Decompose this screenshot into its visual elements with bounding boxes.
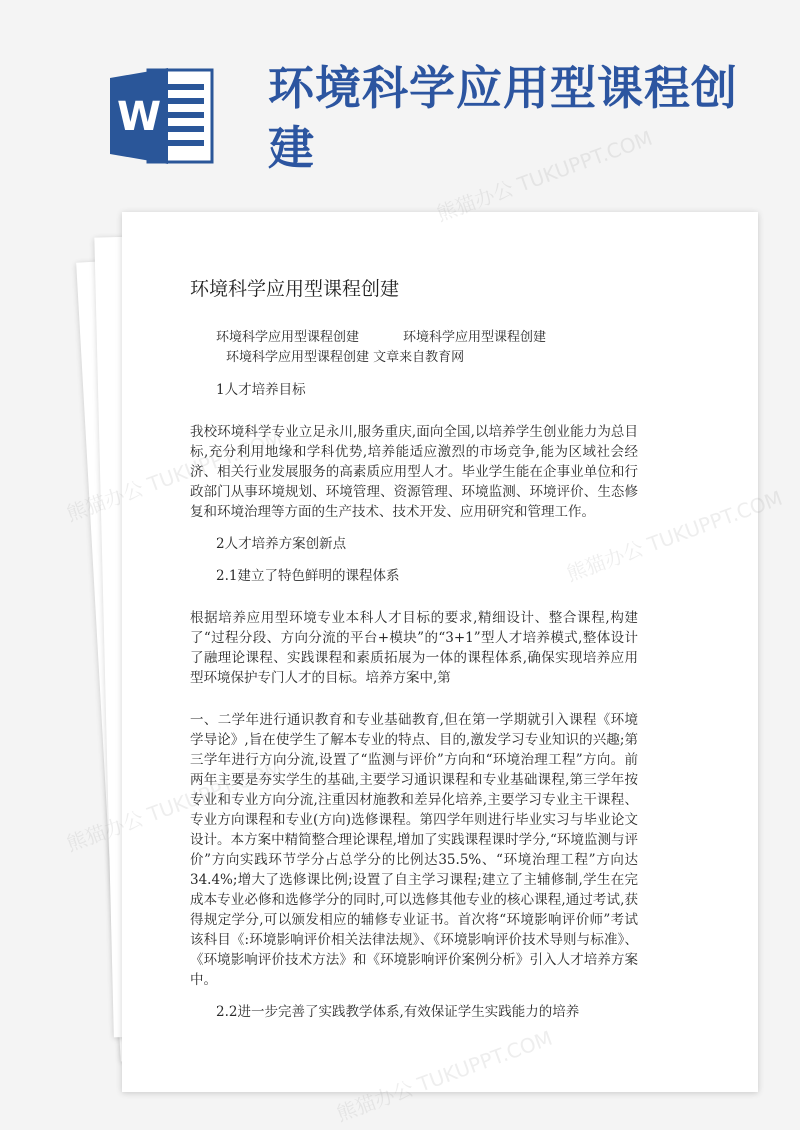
banner-title: 环境科学应用型课程创建 — [268, 61, 738, 175]
word-icon-letter: W — [116, 94, 162, 140]
section-heading-2-2: 2.2进一步完善了实践教学体系,有效保证学生实践能力的培养 — [216, 1004, 580, 1020]
document-source-line: 环境科学应用型课程创建 文章来自教育网 — [226, 350, 465, 365]
watermark: 熊猫办公 — [63, 806, 147, 857]
paragraph: 根据培养应用型环境专业本科人才目标的要求,精细设计、整合课程,构建了“过程分段、方向分流的平台+模块”的“3+1”型人才培养模式,整体设计了融理论课程、实践课程和素质拓展为一体的课程体系,确保实现培养应用型环境保护专门人才的目标。培养方案中,第 — [190, 610, 638, 686]
subline-part: 环境科学应用型课程创建 — [216, 330, 360, 345]
paragraph: 我校环境科学专业立足永川,服务重庆,面向全国,以培养学生创业能力为总目标,充分利用地缘和学科优势,培养能适应激烈的市场竞争,能为区域社会经济、相关行业发展服务的高素质应用型人才。毕业学生能在企事业单位和行政部门从事环境规划、环境管理、资源管理、环境监测、环境评价、生态修复和环境治理等方面的生产技术、技术开发、应用研究和管理工作。 — [190, 424, 638, 520]
document-subline — [190, 328, 638, 348]
watermark: 熊猫办公 TUKUPPT.COM — [433, 125, 656, 227]
section-heading-2-1: 2.1建立了特色鲜明的课程体系 — [216, 568, 400, 584]
paragraph: 一、二学年进行通识教育和专业基础教育,但在第一学期就引入课程《环境学导论》,旨在使学生了解本专业的特点、目的,激发学习专业知识的兴趣;第三学年进行方向分流,设置了“监测与评价”方向和“环境治理工程”方向。前两年主要是夯实学生的基础,主要学习通识课程和专业基础课程,第三学年按专业和专业方向分流,注重因材施教和差异化培养,主要学习专业主干课程、专业方向课程和专业(方向)选修课程。第四学年则进行毕业实习与毕业论文设计。本方案中精简整合理论课程,增加了实践课程课时学分,“环境监测与评价”方向实践环节学分占总学分的比例达35.5%、“环境治理工程”方向达34.4%;增大了选修课比例;设置了自主学习课程;建立了主辅修制,学生在完成本专业必修和选修学分的同时,可以选修其他专业的核心课程,通过考试,获得规定学分,可以颁发相应的辅修专业证书。首次将“环境影响评价师”考试该科目《:环境影响评价相关法律法规》、《环境影响评价技术导则与标准》、《环境影响评价技术方法》和《环境影响评价案例分析》引入人才培养方案中。 — [190, 712, 638, 988]
word-document-icon — [110, 68, 214, 164]
document-body — [190, 276, 638, 1022]
section-heading-1: 1人才培养目标 — [216, 382, 306, 398]
subline-part: 环境科学应用型课程创建 — [403, 330, 547, 345]
section-heading-2: 2人才培养方案创新点 — [216, 536, 347, 552]
document-title: 环境科学应用型课程创建 — [190, 278, 400, 300]
